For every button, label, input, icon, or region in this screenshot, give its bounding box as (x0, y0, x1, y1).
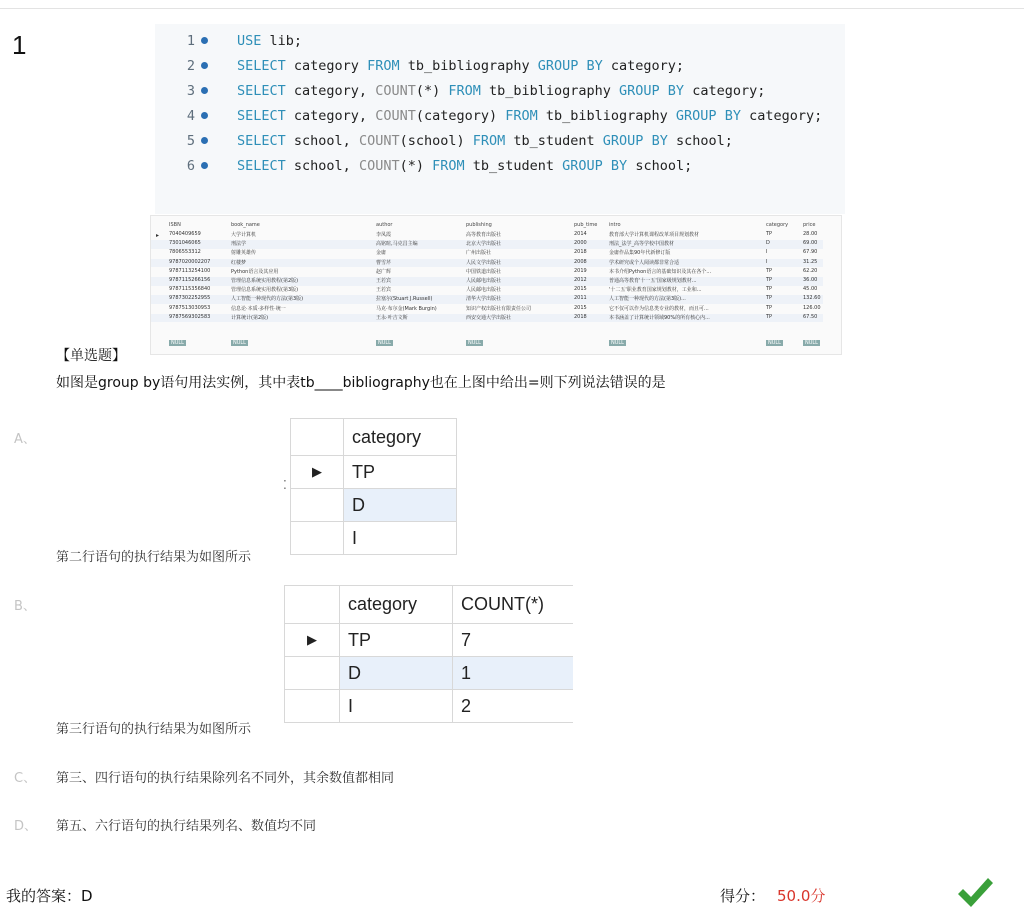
table-cell: 7040409659 (169, 231, 201, 237)
table-cell: 69.00 (803, 240, 818, 247)
table-row (151, 259, 823, 268)
table-cell: 红楼梦 (231, 259, 247, 266)
table-cell: 9787115266156 (169, 277, 211, 283)
option-d-text[interactable]: 第五、六行语句的执行结果列名、数值均不同 (56, 819, 317, 834)
table-cell: 赵广辉 (376, 268, 392, 275)
line-marker-icon (201, 87, 208, 94)
table-cell: 马克·布尔金(Mark Burgin) (376, 305, 437, 312)
table-cell: 曹雪芹 (376, 259, 392, 266)
table-cell: 金庸 (376, 250, 387, 257)
table-cell: TP (766, 231, 773, 237)
option-b-result-table (284, 585, 573, 723)
table-cell: 7 (453, 624, 574, 657)
code-text: SELECT category FROM tb_bibliography GROUP BY category; (237, 58, 685, 74)
table-cell: 2018 (574, 313, 587, 320)
table-cell: 9787115356840 (169, 286, 211, 293)
table-cell: 信息论·本质·多样性·统一 (231, 305, 286, 312)
table-cell: 人民邮电出版社 (466, 287, 502, 294)
table-cell: I (340, 690, 453, 723)
line-number: 6 (186, 158, 195, 174)
top-divider (0, 8, 1024, 9)
line-marker-icon (201, 137, 208, 144)
table-cell: 2 (453, 690, 574, 723)
sql-code-image (155, 24, 845, 214)
question-type: 【单选题】 (56, 348, 126, 364)
table-cell: 王永·叶吉文斯 (376, 314, 408, 321)
table-cell: 31.25 (803, 258, 818, 265)
column-header: COUNT(*) (453, 586, 574, 624)
score-label: 得分： (720, 887, 766, 905)
table-cell: 教育部大学计算机课程改革项目规划教材 (609, 232, 700, 238)
option-a-letter[interactable]: A、 (14, 432, 36, 447)
row-pointer-icon: ▶ (285, 624, 340, 657)
table-cell: 中国铁道出版社 (466, 268, 502, 275)
corner-cell (291, 419, 344, 456)
table-cell: D (766, 240, 770, 247)
code-line (155, 29, 845, 53)
table-cell: TP (766, 277, 773, 283)
table-cell: I (344, 522, 457, 555)
table-cell: 管理信息系统实用教程(第2版) (231, 278, 299, 284)
table-cell: Python语言及其应用 (231, 268, 279, 275)
table-cell: 36.00 (803, 277, 818, 283)
table-cell: 射雕英雄传 (231, 250, 257, 257)
question-number: 1 (12, 30, 27, 60)
table-cell: 计算统计(第2版) (231, 314, 269, 321)
table-cell: TP (766, 267, 773, 274)
table-row (151, 240, 823, 249)
my-answer: 我的答案：D (6, 887, 93, 905)
grid-column-header: intro (609, 222, 621, 228)
null-tag: NULL (233, 340, 246, 346)
option-c-letter[interactable]: C、 (14, 771, 37, 786)
table-cell: 9787569302583 (169, 313, 211, 320)
table-cell: 管理信息系统实用教程(第3版) (231, 287, 299, 294)
option-a-text[interactable]: 第二行语句的执行结果为如图所示 (56, 550, 252, 565)
table-cell: 它不仅可以作为信息类专业的教材，而且可... (609, 305, 709, 312)
line-number: 1 (186, 33, 195, 49)
grid-column-header: category (766, 222, 789, 228)
table-cell: 2014 (574, 231, 587, 237)
corner-cell (285, 586, 340, 624)
option-b-letter[interactable]: B、 (14, 599, 36, 614)
option-d-letter[interactable]: D、 (14, 819, 38, 834)
table-cell: 人工智能一种现代的方法(第3版) (231, 296, 304, 303)
table-cell: 西安交通大学出版社 (466, 314, 512, 321)
table-cell: 67.50 (803, 313, 818, 320)
table-cell: 2019 (574, 267, 587, 274)
resize-handle-icon: ⁚ (283, 478, 287, 492)
null-tag: NULL (805, 340, 818, 346)
table-cell: 2015 (574, 286, 587, 293)
table-cell: 人工智能一种现代的方法(第3版)... (609, 296, 686, 303)
line-marker-icon (201, 37, 208, 44)
table-cell: 9787513030953 (169, 304, 211, 311)
table-cell: 学术研究或个人阅读都非常合适 (609, 259, 680, 266)
code-text: SELECT school, COUNT(school) FROM tb_student GROUP BY school; (237, 133, 733, 149)
table-cell: TP (766, 304, 773, 311)
column-header: category (340, 586, 453, 624)
table-row (151, 249, 823, 258)
option-c-text[interactable]: 第三、四行语句的执行结果除列名不同外，其余数值都相同 (56, 771, 395, 786)
null-tag: NULL (378, 340, 391, 346)
table-cell: 1 (453, 657, 574, 690)
table-cell: 本书介绍Python语言的基础知识及其在各个... (609, 268, 712, 275)
table-cell: 2011 (574, 295, 587, 302)
table-cell: 126.00 (803, 304, 821, 311)
row-pointer-icon: ▸ (156, 232, 160, 239)
table-cell: 刑法_法学_高等学校中国教材 (609, 241, 675, 248)
table-cell: TP (766, 295, 773, 302)
table-row (151, 295, 823, 304)
grid-column-header: author (376, 222, 393, 228)
grid-column-header: pub_time (574, 222, 598, 228)
table-cell: 高铭暄,马克昌主编 (376, 241, 418, 248)
table-cell: 2000 (574, 240, 587, 247)
table-cell: 7301046065 (169, 240, 201, 247)
grid-column-header: publishing (466, 222, 492, 228)
null-tag: NULL (468, 340, 481, 346)
table-cell: 67.90 (803, 249, 818, 256)
result-grid-image (150, 215, 842, 355)
code-line (155, 104, 845, 128)
table-cell: 9787113254100 (169, 267, 211, 274)
table-cell: 9787302252955 (169, 295, 211, 302)
table-row (151, 314, 823, 323)
line-marker-icon (201, 112, 208, 119)
table-cell: 李凤霞 (376, 232, 392, 238)
table-cell: 知识产权出版社有限责任公司 (466, 305, 532, 312)
line-number: 2 (186, 58, 195, 74)
table-cell: 2008 (574, 258, 587, 265)
table-row (151, 277, 823, 286)
table-cell: 2012 (574, 277, 587, 283)
table-cell: 人民邮电出版社 (466, 278, 502, 284)
table-cell: 广州出版社 (466, 250, 492, 257)
null-tag: NULL (611, 340, 624, 346)
table-cell: 132.60 (803, 295, 821, 302)
table-row (151, 286, 823, 295)
table-cell: 普通高等教育'十一五'国家级规划教材... (609, 278, 697, 284)
code-text: SELECT category, COUNT(category) FROM tb_bibliography GROUP BY category; (237, 108, 823, 124)
table-cell: TP (766, 286, 773, 293)
row-pointer-icon: ▶ (291, 456, 344, 489)
null-tag: NULL (171, 340, 184, 346)
table-cell: TP (766, 313, 773, 320)
table-cell: 王若宾 (376, 287, 392, 294)
option-b-text[interactable]: 第三行语句的执行结果为如图所示 (56, 722, 252, 737)
table-cell: TP (340, 624, 453, 657)
table-cell: 2018 (574, 249, 587, 256)
line-number: 3 (186, 83, 195, 99)
code-text: SELECT category, COUNT(*) FROM tb_bibliography GROUP BY category; (237, 83, 766, 99)
code-line (155, 79, 845, 103)
line-number: 4 (186, 108, 195, 124)
grid-column-header: ISBN (169, 222, 181, 228)
table-cell: 大学计算机 (231, 232, 257, 238)
code-line (155, 129, 845, 153)
grid-column-header: price (803, 222, 816, 228)
table-cell: 人民文学出版社 (466, 259, 502, 266)
table-cell: 62.20 (803, 267, 818, 274)
table-cell: TP (344, 456, 457, 489)
table-cell: 金庸作品集90年代新修订版 (609, 250, 671, 257)
table-cell: 2015 (574, 304, 587, 311)
table-row (151, 231, 823, 240)
score-value: 50.0分 (777, 887, 826, 905)
table-cell: 45.00 (803, 286, 818, 293)
table-cell: I (766, 258, 768, 265)
table-row (151, 305, 823, 314)
check-icon (955, 874, 995, 912)
grid-column-header: book_name (231, 222, 260, 228)
option-a-result-table (290, 418, 457, 555)
table-cell: 刑法学 (231, 241, 247, 248)
code-line (155, 154, 845, 178)
line-marker-icon (201, 162, 208, 169)
table-cell: 高等教育出版社 (466, 232, 502, 238)
null-tag: NULL (768, 340, 781, 346)
table-cell: 7806553312 (169, 249, 201, 256)
line-number: 5 (186, 133, 195, 149)
table-cell: 28.00 (803, 231, 818, 237)
question-text: 如图是group by语句用法实例，其中表tb____bibliography也在上图中给出=则下列说法错误的是 (56, 375, 666, 391)
table-cell: 清华大学出版社 (466, 296, 502, 303)
code-line (155, 54, 845, 78)
code-text: USE lib; (237, 33, 303, 49)
column-header: category (344, 419, 457, 456)
table-cell: '十二五'职业教育国家规划教材，工业和... (609, 287, 702, 294)
code-text: SELECT school, COUNT(*) FROM tb_student GROUP BY school; (237, 158, 693, 174)
table-cell: D (340, 657, 453, 690)
table-cell: 王若宾 (376, 278, 392, 284)
table-cell: 9787020002207 (169, 258, 211, 265)
table-cell: 本书涵盖了计算统计领域90%的所有核心内... (609, 314, 710, 321)
table-cell: I (766, 249, 768, 256)
table-cell: 拉塞尔(Stuart J.Russell) (376, 296, 433, 303)
table-cell: 北京大学出版社 (466, 241, 502, 248)
table-row (151, 268, 823, 277)
table-cell: D (344, 489, 457, 522)
line-marker-icon (201, 62, 208, 69)
